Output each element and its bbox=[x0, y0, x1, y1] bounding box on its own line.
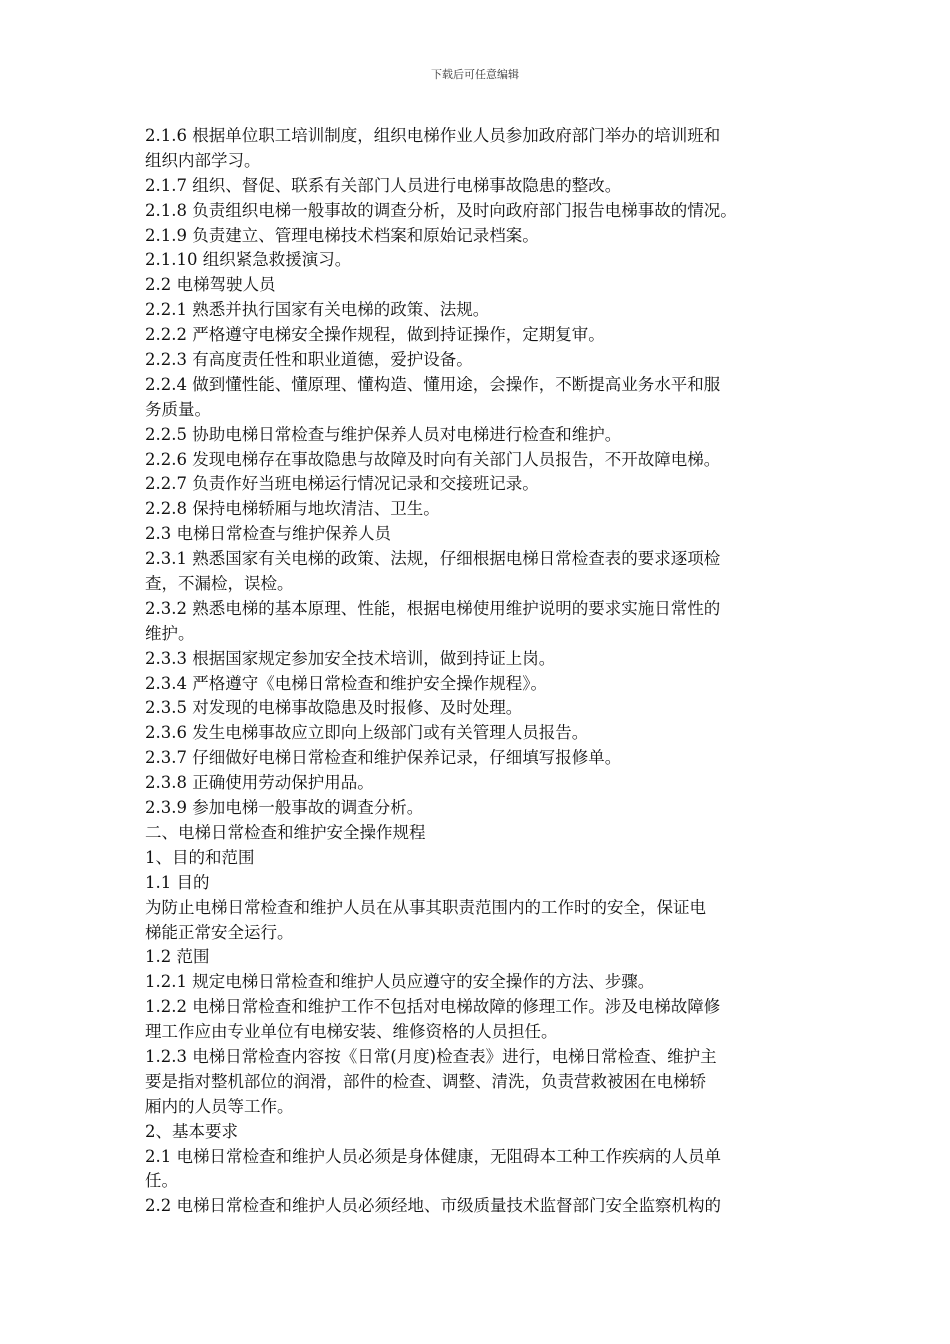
text-line: 厢内的人员等工作。 bbox=[145, 1096, 294, 1116]
text-line: 1.2.1 规定电梯日常检查和维护人员应遵守的安全操作的方法、步骤。 bbox=[145, 972, 655, 992]
text-line: 任。 bbox=[145, 1171, 178, 1191]
text-line: 2.1.7 组织、督促、联系有关部门人员进行电梯事故隐患的整改。 bbox=[145, 175, 622, 195]
text-line: 2.3.6 发生电梯事故应立即向上级部门或有关管理人员报告。 bbox=[145, 723, 589, 743]
text-line: 维护。 bbox=[145, 623, 195, 643]
text-line: 2.2 电梯驾驶人员 bbox=[145, 275, 276, 295]
text-line: 查，不漏检，误检。 bbox=[145, 574, 294, 594]
text-line: 2、基本要求 bbox=[145, 1121, 238, 1141]
text-line: 2.3.5 对发现的电梯事故隐患及时报修、及时处理。 bbox=[145, 698, 523, 718]
text-line: 2.1 电梯日常检查和维护人员必须是身体健康，无阻碍本工种工作疾病的人员单 bbox=[145, 1146, 721, 1166]
text-line: 1.2.2 电梯日常检查和维护工作不包括对电梯故障的修理工作。涉及电梯故障修 bbox=[145, 997, 721, 1017]
text-line: 2.3.3 根据国家规定参加安全技术培训，做到持证上岗。 bbox=[145, 648, 556, 668]
text-line: 2.2.4 做到懂性能、懂原理、懂构造、懂用途，会操作，不断提高业务水平和服 bbox=[145, 374, 721, 394]
text-line: 2.3.7 仔细做好电梯日常检查和维护保养记录，仔细填写报修单。 bbox=[145, 748, 622, 768]
text-line: 2.2 电梯日常检查和维护人员必须经地、市级质量技术监督部门安全监察机构的 bbox=[145, 1196, 721, 1216]
text-line: 2.3.8 正确使用劳动保护用品。 bbox=[145, 773, 374, 793]
text-line: 2.3.1 熟悉国家有关电梯的政策、法规，仔细根据电梯日常检查表的要求逐项检 bbox=[145, 549, 721, 569]
page-header: 下载后可任意编辑 bbox=[431, 68, 519, 81]
text-line: 2.2.6 发现电梯存在事故隐患与故障及时向有关部门人员报告，不开故障电梯。 bbox=[145, 449, 721, 469]
text-line: 要是指对整机部位的润滑，部件的检查、调整、清洗，负责营救被困在电梯轿 bbox=[145, 1071, 706, 1091]
text-line: 2.3.2 熟悉电梯的基本原理、性能，根据电梯使用维护说明的要求实施日常性的 bbox=[145, 598, 721, 618]
text-line: 为防止电梯日常检查和维护人员在从事其职责范围内的工作时的安全，保证电 bbox=[145, 897, 706, 917]
text-line: 2.2.7 负责作好当班电梯运行情况记录和交接班记录。 bbox=[145, 474, 539, 494]
text-line: 梯能正常安全运行。 bbox=[145, 922, 294, 942]
text-line: 2.1.9 负责建立、管理电梯技术档案和原始记录档案。 bbox=[145, 225, 539, 245]
text-line: 1.2 范围 bbox=[145, 947, 210, 967]
text-line: 2.2.2 严格遵守电梯安全操作规程，做到持证操作，定期复审。 bbox=[145, 325, 605, 345]
text-line: 二、电梯日常检查和维护安全操作规程 bbox=[145, 822, 426, 842]
text-line: 1.2.3 电梯日常检查内容按《日常(月度)检查表》进行，电梯日常检查、维护主 bbox=[145, 1046, 717, 1066]
document-body bbox=[145, 124, 810, 1219]
text-line: 2.1.6 根据单位职工培训制度，组织电梯作业人员参加政府部门举办的培训班和 bbox=[145, 126, 721, 145]
text-line: 2.3.4 严格遵守《电梯日常检查和维护安全操作规程》。 bbox=[145, 673, 547, 693]
text-line: 务质量。 bbox=[145, 399, 211, 419]
text-line: 2.3 电梯日常检查与维护保养人员 bbox=[145, 524, 391, 544]
text-line: 2.1.8 负责组织电梯一般事故的调查分析，及时向政府部门报告电梯事故的情况。 bbox=[145, 200, 737, 220]
text-line: 1、目的和范围 bbox=[145, 847, 255, 867]
text-line: 1.1 目的 bbox=[145, 872, 210, 892]
text-line: 2.2.1 熟悉并执行国家有关电梯的政策、法规。 bbox=[145, 300, 490, 320]
text-line: 2.1.10 组织紧急救援演习。 bbox=[145, 250, 352, 270]
text-line: 2.2.5 协助电梯日常检查与维护保养人员对电梯进行检查和维护。 bbox=[145, 424, 622, 444]
text-line: 2.2.8 保持电梯轿厢与地坎清洁、卫生。 bbox=[145, 499, 440, 519]
text-line: 理工作应由专业单位有电梯安装、维修资格的人员担任。 bbox=[145, 1022, 558, 1042]
text-line: 2.2.3 有高度责任性和职业道德，爱护设备。 bbox=[145, 350, 473, 370]
text-line: 2.3.9 参加电梯一般事故的调查分析。 bbox=[145, 798, 424, 818]
text-line: 组织内部学习。 bbox=[145, 150, 261, 170]
